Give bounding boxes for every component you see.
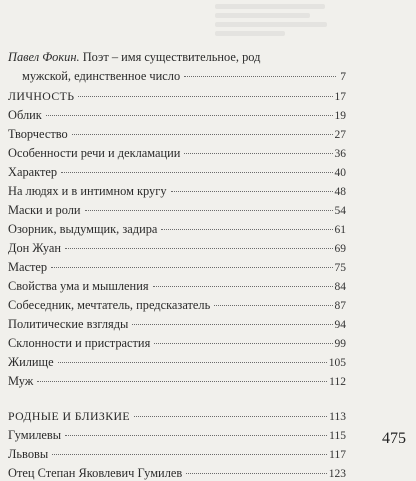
toc-entry-page: 54 xyxy=(334,205,346,217)
toc-entry xyxy=(8,184,346,199)
dot-leader xyxy=(46,115,333,116)
dot-leader xyxy=(85,210,333,211)
toc-entry-title: Озорник, выдумщик, задира xyxy=(8,222,158,236)
toc-entry-page: 40 xyxy=(334,167,346,179)
dot-leader xyxy=(132,324,332,325)
toc-entry xyxy=(8,428,346,443)
toc-entry xyxy=(8,108,346,123)
toc-entry-page: 84 xyxy=(334,281,346,293)
toc-entry xyxy=(8,260,346,275)
toc-entry-title: Мастер xyxy=(8,260,48,274)
toc-entry xyxy=(8,127,346,142)
toc-entry-page: 112 xyxy=(329,376,346,388)
toc-entry-title: Творчество xyxy=(8,127,68,141)
dot-leader xyxy=(184,76,336,77)
toc-entry xyxy=(8,165,346,180)
dot-leader xyxy=(61,172,332,173)
toc-entry-page: 27 xyxy=(334,129,346,141)
toc-entry-title: Жилище xyxy=(8,355,54,369)
toc-entry-title: Львовы xyxy=(8,447,49,461)
toc-entry-title: Отец Степан Яковлевич Гумилев xyxy=(8,466,183,480)
section-heading xyxy=(8,409,346,424)
toc-intro-entry xyxy=(8,48,346,87)
toc-entry-page: 105 xyxy=(328,357,346,369)
toc-entry-page: 75 xyxy=(334,262,346,274)
toc-entry xyxy=(8,279,346,294)
toc-entry xyxy=(8,317,346,332)
dot-leader xyxy=(65,435,327,436)
intro-title-line1: Поэт – имя существительное, род xyxy=(82,50,261,64)
toc-entry-page: 69 xyxy=(334,243,346,255)
dot-leader xyxy=(214,305,332,306)
toc-entry-title: Политические взгляды xyxy=(8,317,129,331)
intro-author: Павел Фокин. xyxy=(8,50,80,64)
toc-entry xyxy=(8,298,346,313)
dot-leader xyxy=(134,416,327,417)
toc-entry-page: 115 xyxy=(329,430,346,442)
dot-leader xyxy=(161,229,332,230)
toc-entry-title: Склонности и пристрастия xyxy=(8,336,151,350)
dot-leader xyxy=(154,343,332,344)
intro-title-line2: мужской, единственное число xyxy=(22,69,181,83)
dot-leader xyxy=(78,96,332,97)
dot-leader xyxy=(72,134,333,135)
section-heading xyxy=(8,89,346,104)
toc-entry-title: Характер xyxy=(8,165,58,179)
dot-leader xyxy=(171,191,333,192)
toc-entry-page: 61 xyxy=(334,224,346,236)
bleed-through-text xyxy=(215,0,335,38)
toc-entry-title: Собеседник, мечтатель, предсказатель xyxy=(8,298,211,312)
dot-leader xyxy=(37,381,327,382)
dot-leader xyxy=(186,473,327,474)
toc-entry-title: Муж xyxy=(8,374,34,388)
toc-entry xyxy=(8,203,346,218)
section-heading-page: 113 xyxy=(329,411,346,423)
toc-entry-page: 19 xyxy=(334,110,346,122)
toc-entry xyxy=(8,374,346,389)
toc-entry-page: 36 xyxy=(334,148,346,160)
toc-entry-page: 87 xyxy=(334,300,346,312)
toc-entry-title: Особенности речи и декламации xyxy=(8,146,181,160)
toc-entry-page: 94 xyxy=(334,319,346,331)
toc-entry-title: Маски и роли xyxy=(8,203,81,217)
toc-entry xyxy=(8,241,346,256)
intro-page: 7 xyxy=(340,71,346,83)
dot-leader xyxy=(51,267,332,268)
toc-entry xyxy=(8,222,346,237)
toc-entry-page: 123 xyxy=(328,468,346,480)
toc-entry-title: Свойства ума и мышления xyxy=(8,279,149,293)
toc-entry-title: Облик xyxy=(8,108,42,122)
dot-leader xyxy=(58,362,327,363)
dot-leader xyxy=(184,153,332,154)
toc-entry xyxy=(8,466,346,481)
page-number: 475 xyxy=(382,430,406,447)
toc-entry xyxy=(8,447,346,462)
toc-entry-page: 99 xyxy=(334,338,346,350)
toc-entry xyxy=(8,355,346,370)
toc-entry xyxy=(8,336,346,351)
toc-entry-title: На людях и в интимном кругу xyxy=(8,184,167,198)
section-heading-title: РОДНЫЕ И БЛИЗКИЕ xyxy=(8,409,131,423)
dot-leader xyxy=(65,248,332,249)
section-heading-page: 17 xyxy=(334,91,346,103)
toc-entry-title: Гумилевы xyxy=(8,428,62,442)
toc-entry xyxy=(8,146,346,161)
dot-leader xyxy=(52,454,327,455)
section-heading-title: ЛИЧНОСТЬ xyxy=(8,89,75,103)
dot-leader xyxy=(153,286,333,287)
toc-entry-page: 117 xyxy=(329,449,346,461)
toc-entry-page: 48 xyxy=(334,186,346,198)
toc-entry-title: Дон Жуан xyxy=(8,241,62,255)
